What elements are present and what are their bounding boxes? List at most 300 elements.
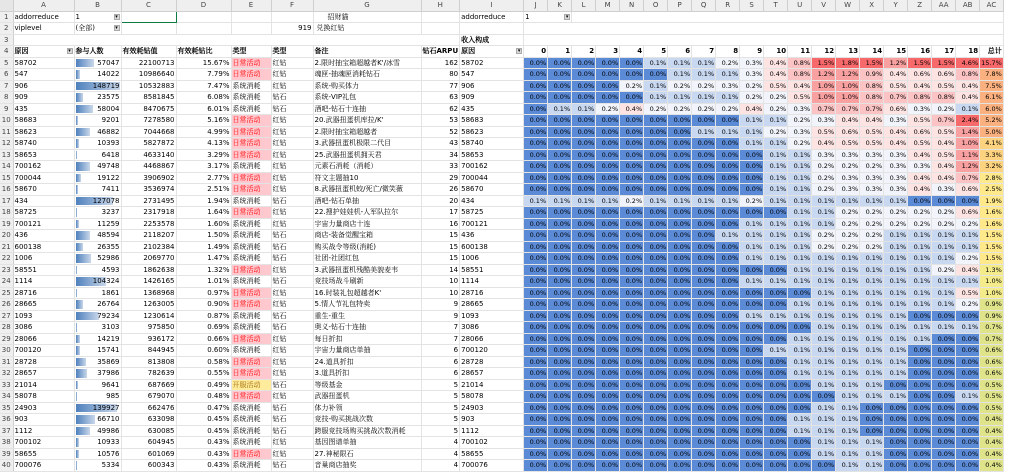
cell-vip-share[interactable]: 0.1% — [956, 322, 980, 334]
cell-reason-id[interactable]: 700162 — [13, 161, 74, 173]
cell-vip-share[interactable]: 0.0% — [932, 425, 956, 437]
row-header[interactable]: 3 — [0, 34, 13, 46]
cell-vip-share[interactable]: 0.0% — [740, 184, 764, 196]
cell-vip-share[interactable]: 0.0% — [908, 402, 932, 414]
cell-type-currency[interactable]: 钻石 — [271, 253, 313, 265]
cell-vip-share[interactable]: 0.1% — [860, 195, 884, 207]
cell-vip-share[interactable]: 0.0% — [668, 161, 692, 173]
cell-remark[interactable]: 2.限时抽宝箱超越者 — [313, 126, 421, 138]
cell-vip-share[interactable]: 0.0% — [668, 276, 692, 288]
cell-vip-share[interactable]: 1.2% — [812, 69, 836, 81]
cell-vip-share[interactable]: 0.2% — [812, 161, 836, 173]
cell-vip-share[interactable]: 0.7% — [956, 172, 980, 184]
cell-right-reason-id[interactable]: 58725 — [460, 207, 524, 219]
cell-vip-share[interactable]: 0.0% — [524, 241, 548, 253]
cell-vip-share[interactable]: 0.1% — [836, 310, 860, 322]
cell-vip-share[interactable]: 0.1% — [836, 414, 860, 426]
cell-vip-share[interactable]: 0.1% — [788, 149, 812, 161]
cell-vip-share[interactable]: 0.1% — [932, 276, 956, 288]
cell-vip-share[interactable]: 0.0% — [668, 322, 692, 334]
cell-vip-share[interactable]: 0.1% — [836, 276, 860, 288]
cell-vip-share[interactable]: 0.0% — [932, 448, 956, 460]
cell-vip-share[interactable]: 0.0% — [692, 172, 716, 184]
cell-vip-share[interactable]: 0.1% — [692, 57, 716, 69]
cell-vip-share[interactable]: 0.1% — [644, 92, 668, 104]
row-header[interactable]: 27 — [0, 310, 13, 322]
cell-vip-share[interactable]: 0.0% — [572, 218, 596, 230]
cell-vip-share[interactable]: 0.0% — [932, 437, 956, 449]
cell-vip-share[interactable]: 1.5% — [812, 57, 836, 69]
cell-right-reason-id[interactable]: 58078 — [460, 391, 524, 403]
cell-total-share[interactable]: 0.6% — [980, 368, 1004, 380]
cell-remark[interactable]: 16.时装礼包超越者K' — [313, 287, 421, 299]
cell-vip-share[interactable]: 0.1% — [812, 414, 836, 426]
empty-cell[interactable] — [121, 23, 176, 35]
cell-type-currency[interactable]: 钻石 — [271, 195, 313, 207]
cell-arpu[interactable]: 34 — [421, 149, 460, 161]
cell-effective-ratio[interactable]: 0.90% — [176, 299, 231, 311]
cell-vip-share[interactable]: 0.3% — [884, 115, 908, 127]
cell-vip-share[interactable]: 0.1% — [836, 253, 860, 265]
cell-vip-share[interactable]: 0.0% — [644, 161, 668, 173]
cell-vip-share[interactable]: 0.1% — [644, 195, 668, 207]
cell-total-share[interactable]: 1.0% — [980, 287, 1004, 299]
column-header[interactable]: Q — [692, 0, 716, 11]
cell-vip-share[interactable]: 0.4% — [788, 80, 812, 92]
cell-vip-share[interactable]: 0.1% — [860, 310, 884, 322]
cell-vip-share[interactable]: 0.0% — [548, 57, 572, 69]
cell-vip-share[interactable]: 0.0% — [596, 69, 620, 81]
cell-type-category[interactable]: 系统消耗 — [231, 276, 271, 288]
cell-vip-share[interactable]: 0.0% — [764, 322, 788, 334]
cell-vip-share[interactable]: 0.0% — [788, 437, 812, 449]
cell-remark[interactable]: 3.武器扭蛋机残酷美貌麦韦 — [313, 264, 421, 276]
cell-total-share[interactable]: 0.4% — [980, 460, 1004, 472]
cell-effective-ratio[interactable]: 3.29% — [176, 149, 231, 161]
filter-value-viplevel[interactable]: (全部) ▾ — [74, 23, 121, 35]
cell-vip-share[interactable]: 0.1% — [740, 126, 764, 138]
cell-effective-diamond[interactable]: 4468867 — [121, 161, 176, 173]
cell-type-currency[interactable]: 红钻 — [271, 287, 313, 299]
cell-effective-diamond[interactable]: 5827872 — [121, 138, 176, 150]
cell-vip-share[interactable]: 0.4% — [740, 103, 764, 115]
row-header[interactable]: 37 — [0, 425, 13, 437]
cell-vip-share[interactable]: 0.1% — [884, 299, 908, 311]
cell-vip-share[interactable]: 0.0% — [572, 264, 596, 276]
cell-vip-share[interactable]: 0.0% — [572, 207, 596, 219]
cell-vip-share[interactable]: 0.1% — [884, 310, 908, 322]
cell-vip-share[interactable]: 0.0% — [668, 368, 692, 380]
cell-type-currency[interactable]: 红钻 — [271, 184, 313, 196]
cell-vip-share[interactable]: 0.1% — [740, 276, 764, 288]
cell-type-currency[interactable]: 钻石 — [271, 103, 313, 115]
column-header[interactable]: C — [121, 0, 176, 11]
cell-vip-share[interactable]: 0.1% — [668, 195, 692, 207]
cell-right-reason-id[interactable]: 700102 — [460, 437, 524, 449]
cell-vip-share[interactable]: 0.0% — [620, 241, 644, 253]
cell-type-currency[interactable]: 红钻 — [271, 448, 313, 460]
cell-vip-share[interactable]: 0.1% — [692, 195, 716, 207]
cell-vip-share[interactable]: 0.0% — [668, 218, 692, 230]
cell-vip-share[interactable]: 0.0% — [668, 207, 692, 219]
cell-effective-diamond[interactable]: 8581845 — [121, 92, 176, 104]
cell-vip-share[interactable]: 0.0% — [596, 161, 620, 173]
cell-vip-share[interactable]: 0.2% — [956, 299, 980, 311]
cell-vip-share[interactable]: 0.0% — [620, 425, 644, 437]
cell-vip-share[interactable]: 0.0% — [620, 230, 644, 242]
cell-remark[interactable]: 武器扭蛋机 — [313, 391, 421, 403]
cell-vip-share[interactable]: 0.1% — [524, 195, 548, 207]
column-header[interactable]: K — [548, 0, 572, 11]
cell-effective-diamond[interactable]: 3536974 — [121, 184, 176, 196]
cell-participants[interactable] — [74, 414, 121, 426]
cell-vip-share[interactable]: 0.1% — [956, 276, 980, 288]
cell-vip-share[interactable]: 0.0% — [572, 402, 596, 414]
cell-vip-share[interactable]: 0.1% — [884, 241, 908, 253]
cell-vip-share[interactable]: 0.0% — [692, 310, 716, 322]
cell-vip-share[interactable]: 0.0% — [692, 437, 716, 449]
cell-reason-id[interactable]: 58740 — [13, 138, 74, 150]
cell-vip-share[interactable]: 0.0% — [572, 57, 596, 69]
cell-vip-share[interactable]: 0.0% — [692, 207, 716, 219]
cell-effective-ratio[interactable]: 1.32% — [176, 264, 231, 276]
cell-type-category[interactable]: 日常活动 — [231, 264, 271, 276]
cell-participants[interactable] — [74, 195, 121, 207]
cell-vip-share[interactable]: 0.1% — [860, 368, 884, 380]
cell-vip-share[interactable]: 0.0% — [644, 184, 668, 196]
cell-type-category[interactable]: 日常活动 — [231, 69, 271, 81]
cell-vip-share[interactable]: 0.1% — [788, 207, 812, 219]
cell-vip-share[interactable]: 0.0% — [740, 149, 764, 161]
cell-vip-share[interactable]: 0.0% — [620, 322, 644, 334]
empty-cell[interactable] — [421, 23, 460, 35]
cell-remark[interactable]: 3.道具折扣 — [313, 368, 421, 380]
cell-effective-diamond[interactable]: 662476 — [121, 402, 176, 414]
cell-remark[interactable]: 3.武器扭蛋机极限二代目 — [313, 138, 421, 150]
cell-vip-share[interactable]: 1.2% — [956, 161, 980, 173]
cell-remark[interactable]: 商店-装备觉醒宝箱 — [313, 230, 421, 242]
row-header[interactable]: 13 — [0, 149, 13, 161]
row-header[interactable]: 16 — [0, 184, 13, 196]
cell-vip-share[interactable]: 0.0% — [572, 276, 596, 288]
cell-vip-share[interactable]: 0.0% — [620, 414, 644, 426]
cell-vip-share[interactable]: 0.0% — [572, 356, 596, 368]
cell-vip-share[interactable]: 0.0% — [596, 149, 620, 161]
row-header[interactable]: 7 — [0, 80, 13, 92]
cell-vip-share[interactable]: 0.1% — [668, 92, 692, 104]
cell-vip-share[interactable]: 0.1% — [812, 207, 836, 219]
column-header[interactable]: AB — [956, 0, 980, 11]
cell-arpu[interactable]: 5 — [421, 414, 460, 426]
cell-type-category[interactable]: 系统消耗 — [231, 161, 271, 173]
cell-vip-share[interactable]: 0.0% — [572, 149, 596, 161]
cell-effective-diamond[interactable]: 10532883 — [121, 80, 176, 92]
cell-vip-share[interactable]: 0.0% — [596, 460, 620, 472]
cell-remark[interactable]: 奥义-钻石十连抽 — [313, 322, 421, 334]
cell-vip-share[interactable]: 0.0% — [956, 310, 980, 322]
cell-vip-share[interactable]: 0.0% — [524, 276, 548, 288]
cell-total-share[interactable]: 0.5% — [980, 391, 1004, 403]
column-header[interactable]: P — [668, 0, 692, 11]
cell-vip-share[interactable]: 0.4% — [836, 115, 860, 127]
cell-vip-share[interactable]: 0.0% — [548, 161, 572, 173]
cell-vip-share[interactable]: 0.0% — [740, 287, 764, 299]
cell-participants[interactable] — [74, 57, 121, 69]
cell-vip-share[interactable]: 0.6% — [932, 69, 956, 81]
cell-total-share[interactable]: 4.1% — [980, 138, 1004, 150]
cell-reason-id[interactable]: 700102 — [13, 437, 74, 449]
cell-effective-diamond[interactable]: 633098 — [121, 414, 176, 426]
cell-vip-share[interactable]: 0.0% — [908, 310, 932, 322]
cell-vip-share[interactable]: 0.0% — [692, 138, 716, 150]
cell-vip-share[interactable]: 1.0% — [836, 80, 860, 92]
cell-effective-diamond[interactable]: 10986640 — [121, 69, 176, 81]
cell-vip-share[interactable]: 0.3% — [860, 149, 884, 161]
cell-vip-share[interactable]: 2.4% — [956, 115, 980, 127]
cell-type-category[interactable]: 日常活动 — [231, 138, 271, 150]
cell-reason-id[interactable]: 435 — [13, 103, 74, 115]
cell-vip-share[interactable]: 0.0% — [716, 299, 740, 311]
cell-effective-diamond[interactable]: 3906902 — [121, 172, 176, 184]
cell-vip-share[interactable]: 0.1% — [788, 161, 812, 173]
cell-vip-share[interactable]: 0.0% — [884, 402, 908, 414]
cell-participants[interactable] — [74, 345, 121, 357]
cell-vip-share[interactable]: 0.0% — [740, 345, 764, 357]
cell-vip-share[interactable]: 0.0% — [716, 138, 740, 150]
row-header[interactable]: 28 — [0, 322, 13, 334]
cell-type-currency[interactable]: 红钻 — [271, 345, 313, 357]
cell-vip-share[interactable]: 0.0% — [716, 287, 740, 299]
cell-total-share[interactable]: 0.9% — [980, 299, 1004, 311]
cell-vip-share[interactable]: 0.0% — [548, 322, 572, 334]
cell-vip-share[interactable]: 0.0% — [524, 391, 548, 403]
cell-vip-share[interactable]: 0.0% — [524, 115, 548, 127]
cell-vip-share[interactable]: 0.4% — [956, 264, 980, 276]
cell-vip-share[interactable]: 0.1% — [788, 425, 812, 437]
cell-vip-share[interactable]: 0.1% — [788, 253, 812, 265]
cell-effective-ratio[interactable]: 0.45% — [176, 414, 231, 426]
cell-vip-share[interactable]: 0.2% — [884, 218, 908, 230]
cell-vip-share[interactable]: 0.3% — [860, 172, 884, 184]
cell-remark[interactable]: 系统-购买体力 — [313, 80, 421, 92]
cell-effective-diamond[interactable]: 1862638 — [121, 264, 176, 276]
cell-total-share[interactable]: 0.7% — [980, 322, 1004, 334]
cell-vip-share[interactable]: 1.0% — [812, 92, 836, 104]
cell-vip-share[interactable]: 0.0% — [884, 437, 908, 449]
row-header[interactable]: 36 — [0, 414, 13, 426]
cell-vip-share[interactable]: 0.0% — [740, 356, 764, 368]
cell-total-share[interactable]: 0.6% — [980, 345, 1004, 357]
cell-type-currency[interactable]: 红钻 — [271, 207, 313, 219]
cell-effective-diamond[interactable]: 1230614 — [121, 310, 176, 322]
cell-vip-share[interactable]: 0.6% — [908, 69, 932, 81]
cell-vip-share[interactable]: 0.0% — [788, 402, 812, 414]
cell-vip-share[interactable]: 0.0% — [956, 379, 980, 391]
cell-vip-share[interactable]: 0.1% — [836, 322, 860, 334]
row-header[interactable]: 22 — [0, 253, 13, 265]
cell-vip-share[interactable]: 0.4% — [932, 138, 956, 150]
empty-cell[interactable] — [121, 11, 176, 23]
cell-type-category[interactable]: 日常活动 — [231, 299, 271, 311]
cell-remark[interactable]: 元素石消耗（消耗） — [313, 161, 421, 173]
empty-cell[interactable] — [524, 23, 1004, 35]
cell-vip-share[interactable]: 0.2% — [932, 218, 956, 230]
cell-vip-share[interactable]: 0.1% — [644, 80, 668, 92]
cell-vip-share[interactable]: 0.0% — [788, 287, 812, 299]
cell-vip-share[interactable]: 0.1% — [812, 264, 836, 276]
cell-vip-share[interactable]: 0.0% — [692, 322, 716, 334]
cell-vip-share[interactable]: 0.0% — [524, 287, 548, 299]
cell-vip-share[interactable]: 0.1% — [836, 195, 860, 207]
cell-vip-share[interactable]: 0.1% — [860, 437, 884, 449]
cell-effective-ratio[interactable]: 1.50% — [176, 230, 231, 242]
cell-vip-share[interactable]: 0.0% — [956, 402, 980, 414]
cell-right-reason-id[interactable]: 28665 — [460, 299, 524, 311]
cell-vip-share[interactable]: 0.1% — [548, 195, 572, 207]
cell-right-reason-id[interactable]: 700120 — [460, 345, 524, 357]
cell-vip-share[interactable]: 0.1% — [812, 287, 836, 299]
cell-vip-share[interactable]: 0.0% — [572, 253, 596, 265]
empty-cell[interactable] — [524, 34, 1004, 46]
cell-arpu[interactable]: 15 — [421, 253, 460, 265]
cell-vip-share[interactable]: 0.0% — [572, 460, 596, 472]
cell-vip-share[interactable]: 0.0% — [668, 356, 692, 368]
cell-total-share[interactable]: 0.4% — [980, 437, 1004, 449]
cell-vip-share[interactable]: 0.1% — [812, 345, 836, 357]
cell-vip-share[interactable]: 0.0% — [644, 391, 668, 403]
cell-right-reason-id[interactable]: 906 — [460, 80, 524, 92]
cell-reason-id[interactable]: 58683 — [13, 115, 74, 127]
cell-vip-share[interactable]: 0.2% — [764, 103, 788, 115]
cell-vip-share[interactable]: 0.0% — [572, 115, 596, 127]
cell-vip-share[interactable]: 0.0% — [908, 356, 932, 368]
cell-arpu[interactable]: 10 — [421, 287, 460, 299]
cell-vip-share[interactable]: 0.0% — [668, 230, 692, 242]
cell-vip-share[interactable]: 0.0% — [596, 57, 620, 69]
column-header[interactable]: F — [271, 0, 313, 11]
cell-right-reason-id[interactable]: 58702 — [460, 57, 524, 69]
cell-vip-share[interactable]: 0.0% — [716, 161, 740, 173]
cell-type-currency[interactable]: 红钻 — [271, 391, 313, 403]
cell-total-share[interactable]: 6.0% — [980, 103, 1004, 115]
cell-participants[interactable] — [74, 218, 121, 230]
cell-type-category[interactable]: 系统消耗 — [231, 402, 271, 414]
column-header[interactable]: V — [812, 0, 836, 11]
cell-vip-share[interactable]: 0.0% — [548, 414, 572, 426]
cell-total-share[interactable]: 3.2% — [980, 161, 1004, 173]
cell-vip-share[interactable]: 0.0% — [644, 126, 668, 138]
cell-vip-share[interactable]: 0.1% — [788, 333, 812, 345]
cell-vip-share[interactable]: 0.3% — [788, 126, 812, 138]
cell-vip-share[interactable]: 0.4% — [908, 184, 932, 196]
cell-arpu[interactable]: 5 — [421, 391, 460, 403]
cell-effective-ratio[interactable]: 4.13% — [176, 138, 231, 150]
cell-vip-share[interactable]: 0.0% — [524, 57, 548, 69]
cell-effective-ratio[interactable]: 2.51% — [176, 184, 231, 196]
cell-participants[interactable] — [74, 391, 121, 403]
cell-vip-share[interactable]: 0.0% — [524, 80, 548, 92]
cell-effective-diamond[interactable]: 936172 — [121, 333, 176, 345]
cell-vip-share[interactable]: 0.3% — [884, 161, 908, 173]
cell-effective-ratio[interactable]: 0.87% — [176, 310, 231, 322]
cell-vip-share[interactable]: 0.0% — [908, 345, 932, 357]
column-header[interactable]: Z — [908, 0, 932, 11]
cell-vip-share[interactable]: 0.0% — [596, 379, 620, 391]
cell-effective-diamond[interactable]: 975850 — [121, 322, 176, 334]
cell-arpu[interactable]: 20 — [421, 195, 460, 207]
cell-vip-share[interactable]: 0.3% — [884, 149, 908, 161]
cell-vip-share[interactable]: 0.0% — [860, 425, 884, 437]
cell-total-share[interactable]: 1.6% — [980, 207, 1004, 219]
cell-vip-share[interactable]: 0.0% — [764, 264, 788, 276]
cell-arpu[interactable]: 14 — [421, 264, 460, 276]
cell-reason-id[interactable]: 21014 — [13, 379, 74, 391]
cell-vip-share[interactable]: 0.1% — [788, 299, 812, 311]
cell-vip-share[interactable]: 0.1% — [548, 103, 572, 115]
cell-vip-share[interactable]: 0.0% — [572, 230, 596, 242]
cell-reason-id[interactable]: 700120 — [13, 345, 74, 357]
cell-total-share[interactable]: 0.4% — [980, 448, 1004, 460]
cell-total-share[interactable]: 0.5% — [980, 379, 1004, 391]
cell-total-share[interactable]: 1.0% — [980, 276, 1004, 288]
cell-vip-share[interactable]: 0.1% — [836, 356, 860, 368]
cell-effective-ratio[interactable]: 6.01% — [176, 103, 231, 115]
cell-vip-share[interactable]: 0.1% — [860, 356, 884, 368]
cell-participants[interactable] — [74, 207, 121, 219]
cell-vip-share[interactable]: 0.0% — [524, 310, 548, 322]
cell-vip-share[interactable]: 0.0% — [644, 149, 668, 161]
cell-vip-share[interactable]: 0.3% — [884, 184, 908, 196]
cell-vip-share[interactable]: 0.6% — [836, 126, 860, 138]
empty-cell[interactable] — [460, 23, 524, 35]
cell-total-share[interactable]: 0.6% — [980, 356, 1004, 368]
cell-vip-share[interactable]: 0.1% — [908, 322, 932, 334]
cell-vip-share[interactable]: 0.0% — [596, 230, 620, 242]
cell-type-category[interactable]: 系统消耗 — [231, 460, 271, 472]
column-header[interactable]: H — [421, 0, 460, 11]
cell-vip-share[interactable]: 0.0% — [596, 310, 620, 322]
cell-vip-share[interactable]: 0.0% — [644, 414, 668, 426]
cell-vip-share[interactable]: 0.0% — [548, 241, 572, 253]
cell-type-currency[interactable]: 红钻 — [271, 149, 313, 161]
filter-dropdown-icon[interactable]: ▾ — [565, 13, 569, 20]
cell-vip-share[interactable]: 0.0% — [548, 460, 572, 472]
cell-vip-share[interactable]: 0.1% — [836, 299, 860, 311]
cell-vip-share[interactable]: 0.2% — [860, 218, 884, 230]
cell-vip-share[interactable]: 0.0% — [548, 333, 572, 345]
cell-right-reason-id[interactable]: 28716 — [460, 287, 524, 299]
cell-participants[interactable] — [74, 230, 121, 242]
cell-vip-share[interactable]: 0.0% — [596, 115, 620, 127]
cell-vip-share[interactable]: 0.0% — [932, 414, 956, 426]
cell-vip-share[interactable]: 0.0% — [596, 172, 620, 184]
cell-vip-share[interactable]: 0.1% — [812, 356, 836, 368]
cell-vip-share[interactable]: 0.1% — [836, 368, 860, 380]
cell-right-reason-id[interactable]: 909 — [460, 92, 524, 104]
cell-reason-id[interactable]: 600138 — [13, 241, 74, 253]
cell-vip-share[interactable]: 0.0% — [644, 299, 668, 311]
row-header[interactable]: 23 — [0, 264, 13, 276]
cell-vip-share[interactable]: 0.4% — [908, 80, 932, 92]
cell-type-currency[interactable]: 红钻 — [271, 356, 313, 368]
cell-vip-share[interactable]: 0.4% — [620, 103, 644, 115]
cell-type-category[interactable]: 日常活动 — [231, 207, 271, 219]
cell-vip-share[interactable]: 0.1% — [860, 460, 884, 472]
cell-vip-share[interactable]: 0.1% — [764, 253, 788, 265]
cell-vip-share[interactable]: 0.4% — [908, 149, 932, 161]
cell-type-category[interactable]: 系统消耗 — [231, 310, 271, 322]
cell-vip-share[interactable]: 0.5% — [932, 149, 956, 161]
